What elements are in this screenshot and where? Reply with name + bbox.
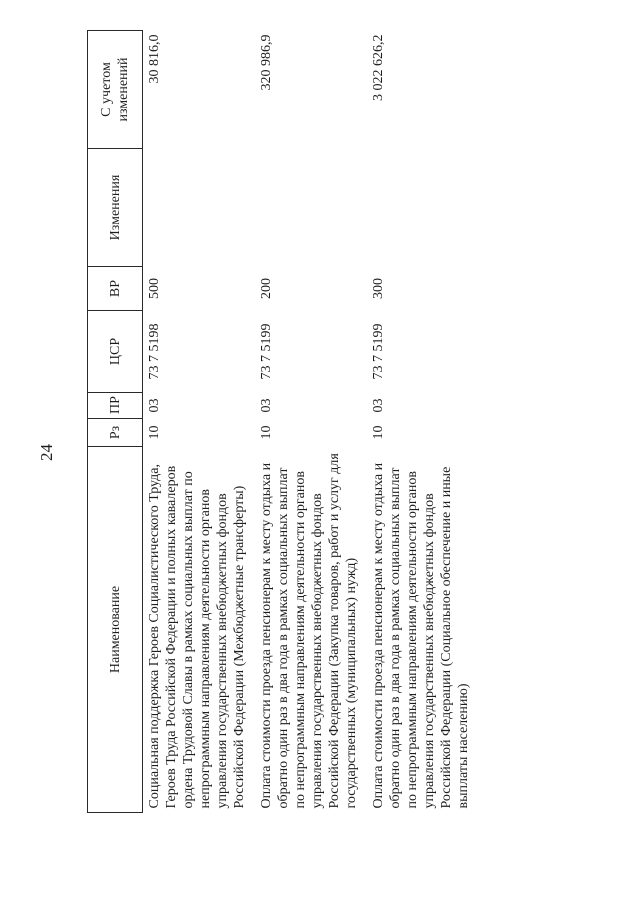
row-rz: 10 [147,425,162,440]
row-vr: 300 [371,278,386,299]
row-with-changes: 3 022 626,2 [371,34,386,101]
row-rz: 10 [371,425,386,440]
row-changes [143,149,256,267]
row-pr: 03 [371,398,386,413]
row-changes [255,149,367,267]
row-with-changes: 30 816,0 [147,34,162,84]
header-rz: Рз [88,419,143,447]
row-csr: 73 7 5198 [147,323,162,380]
row-vr: 500 [147,278,162,299]
row-name: Оплата стоимости проезда пенсионерам к месту отдыха и обратно один раз в два года в рамках социальных выплат по непрограммным направлениям деятельности органов управления государственных внебюджетных фондов Российской Федерации (Социальное обеспечение и иные выплаты населению) [371,462,471,809]
row-name: Социальная поддержка Героев Социалистического Труда, Героев Труда Российской Федерации и полных кавалеров ордена Трудовой Славы в рамках социальных выплат по непрограммным направлениям деятельности органов управления государственных внебюджетных фондов Российской Федерации (Межбюджетные трансферты) [147,464,247,809]
header-changes: Изменения [88,149,143,267]
row-name: Оплата стоимости проезда пенсионерам к месту отдыха и обратно один раз в два года в рамках социальных выплат по непрограммным направлениям деятельности органов управления государственных внебюджетных фондов Российской Федерации (Закупка товаров, работ и услуг для государственных (муниципальных) нужд) [259,453,359,809]
header-name: Наименование [88,447,143,813]
header-csr: ЦСР [88,311,143,393]
row-pr: 03 [147,398,162,413]
table-row [143,31,256,813]
row-rz: 10 [259,425,274,440]
budget-table [87,30,479,813]
row-changes [367,149,479,267]
row-csr: 73 7 5199 [259,323,274,380]
header-pr: ПР [88,393,143,419]
page-number: 24 [37,444,56,461]
row-vr: 200 [259,278,274,299]
header-with-changes: С учетом изменений [88,31,143,149]
row-pr: 03 [259,398,274,413]
row-csr: 73 7 5199 [371,323,386,380]
table-header-row [88,31,143,813]
table-row [367,31,479,813]
header-vr: ВР [88,267,143,311]
table-row [255,31,367,813]
row-with-changes: 320 986,9 [259,34,274,91]
